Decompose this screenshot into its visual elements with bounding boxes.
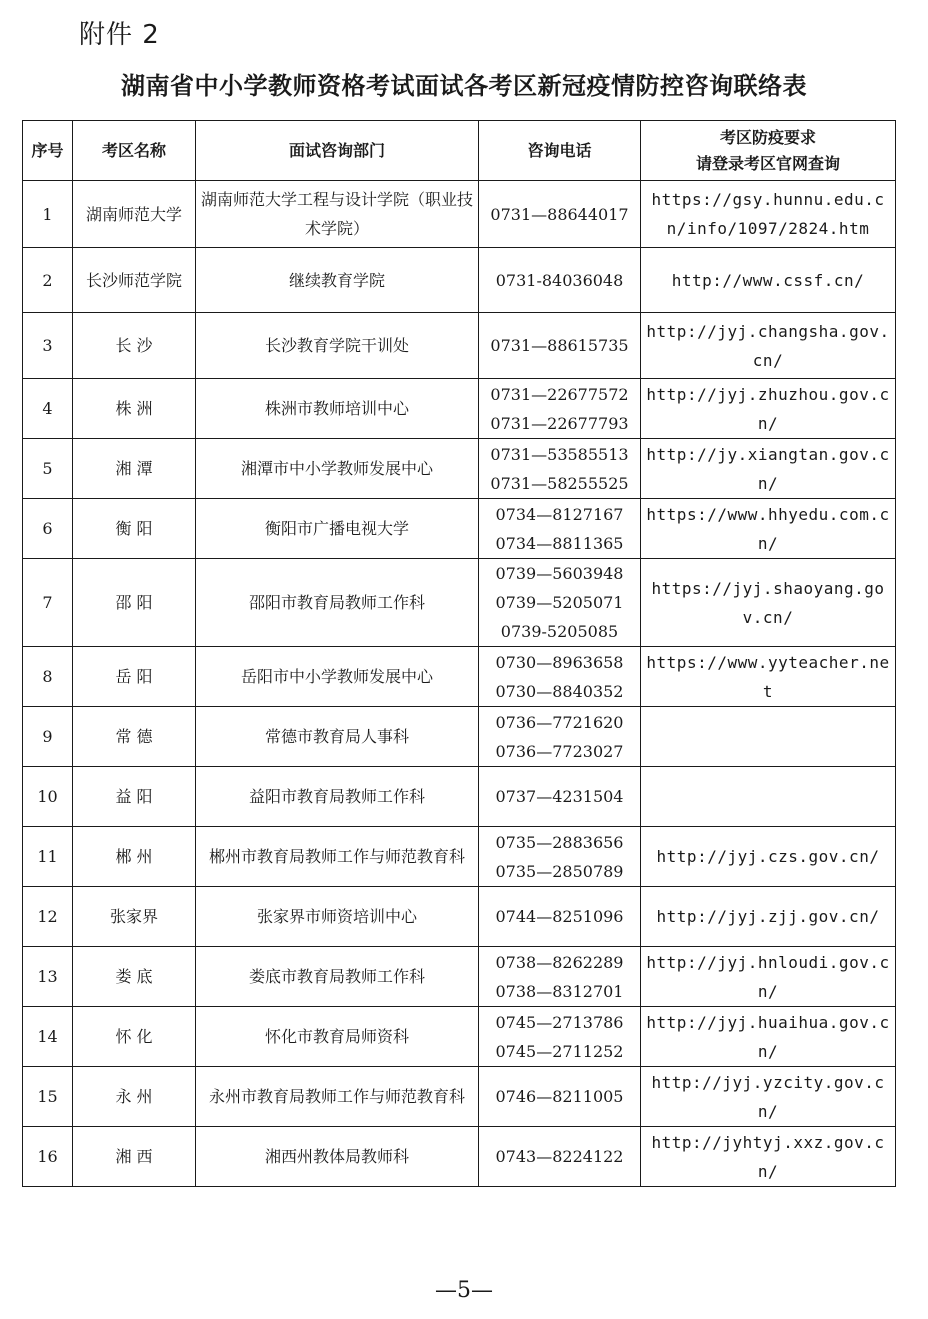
website-link[interactable]: http://jyj.huaihua.gov.cn/ <box>641 1007 896 1067</box>
table-row <box>23 767 896 827</box>
table-row <box>23 313 896 379</box>
row-number: 15 <box>23 1067 73 1127</box>
header-dept: 面试咨询部门 <box>196 121 479 181</box>
phone-number: 0734—8127167 <box>495 504 624 524</box>
phone-cell <box>479 1067 641 1127</box>
phone-number: 0731—22677572 <box>490 384 629 404</box>
area-name: 株 洲 <box>73 379 196 439</box>
contact-table <box>22 120 896 1187</box>
consult-dept: 益阳市教育局教师工作科 <box>196 767 479 827</box>
area-name: 衡 阳 <box>73 499 196 559</box>
phone-number: 0743—8224122 <box>495 1147 624 1166</box>
table-row <box>23 1127 896 1187</box>
row-number: 9 <box>23 707 73 767</box>
consult-dept: 长沙教育学院干训处 <box>196 313 479 379</box>
row-number: 7 <box>23 559 73 647</box>
table-row <box>23 499 896 559</box>
area-name: 湖南师范大学 <box>73 181 196 248</box>
consult-dept: 常德市教育局人事科 <box>196 707 479 767</box>
table-body <box>23 181 896 1187</box>
table-row <box>23 647 896 707</box>
area-name: 邵 阳 <box>73 559 196 647</box>
website-link[interactable]: https://www.yyteacher.net <box>641 647 896 707</box>
phone-cell <box>479 181 641 248</box>
phone-number: 0745—2713786 <box>495 1012 624 1032</box>
table-row <box>23 707 896 767</box>
area-name: 怀 化 <box>73 1007 196 1067</box>
consult-dept: 株洲市教师培训中心 <box>196 379 479 439</box>
row-number: 12 <box>23 887 73 947</box>
phone-cell <box>479 379 641 439</box>
table-row <box>23 248 896 313</box>
phone-number: 0736—7721620 <box>495 712 624 732</box>
website-link[interactable]: http://jyj.hnloudi.gov.cn/ <box>641 947 896 1007</box>
phone-number: 0731—53585513 <box>490 444 629 464</box>
page-title: 湖南省中小学教师资格考试面试各考区新冠疫情防控咨询联络表 <box>121 72 807 100</box>
phone-number: 0746—8211005 <box>495 1087 624 1106</box>
phone-cell <box>479 1127 641 1187</box>
website-link[interactable]: http://jyj.zjj.gov.cn/ <box>641 887 896 947</box>
table-row <box>23 181 896 248</box>
phone-number: 0735—2883656 <box>495 832 624 852</box>
website-link[interactable]: http://jyj.changsha.gov.cn/ <box>641 313 896 379</box>
phone-number: 0745—2711252 <box>495 1041 624 1061</box>
website-link[interactable]: http://jy.xiangtan.gov.cn/ <box>641 439 896 499</box>
consult-dept: 娄底市教育局教师工作科 <box>196 947 479 1007</box>
phone-cell <box>479 1007 641 1067</box>
phone-cell <box>479 439 641 499</box>
phone-cell <box>479 313 641 379</box>
area-name: 长 沙 <box>73 313 196 379</box>
website-link <box>641 767 896 827</box>
phone-number: 0744—8251096 <box>495 907 624 926</box>
phone-cell <box>479 767 641 827</box>
phone-cell <box>479 707 641 767</box>
area-name: 长沙师范学院 <box>73 248 196 313</box>
header-req-line2: 请登录考区官网查询 <box>695 153 840 173</box>
row-number: 16 <box>23 1127 73 1187</box>
phone-number: 0739—5603948 <box>495 564 624 583</box>
consult-dept: 岳阳市中小学教师发展中心 <box>196 647 479 707</box>
area-name: 娄 底 <box>73 947 196 1007</box>
phone-number: 0738—8312701 <box>495 981 624 1001</box>
table-header-row <box>23 121 896 181</box>
area-name: 常 德 <box>73 707 196 767</box>
phone-number: 0731—58255525 <box>490 473 629 493</box>
phone-cell <box>479 887 641 947</box>
phone-number: 0731-84036048 <box>495 270 624 290</box>
phone-number: 0737—4231504 <box>495 787 624 806</box>
website-link[interactable]: http://jyj.zhuzhou.gov.cn/ <box>641 379 896 439</box>
consult-dept: 湘潭市中小学教师发展中心 <box>196 439 479 499</box>
header-phone: 咨询电话 <box>479 121 641 181</box>
phone-number: 0731—22677793 <box>490 413 629 433</box>
website-link[interactable]: http://www.cssf.cn/ <box>641 248 896 313</box>
phone-cell <box>479 647 641 707</box>
table-row <box>23 379 896 439</box>
website-link <box>641 707 896 767</box>
area-name: 郴 州 <box>73 827 196 887</box>
attachment-label: 附件 2 <box>79 20 160 50</box>
table-row <box>23 439 896 499</box>
website-link[interactable]: http://jyj.yzcity.gov.cn/ <box>641 1067 896 1127</box>
phone-number: 0730—8963658 <box>495 652 624 672</box>
phone-number: 0739-5205085 <box>500 622 619 641</box>
phone-cell <box>479 827 641 887</box>
table-row <box>23 1067 896 1127</box>
consult-dept: 继续教育学院 <box>196 248 479 313</box>
consult-dept: 永州市教育局教师工作与师范教育科 <box>196 1067 479 1127</box>
website-link[interactable]: http://jyj.czs.gov.cn/ <box>641 827 896 887</box>
consult-dept: 邵阳市教育局教师工作科 <box>196 559 479 647</box>
consult-dept: 张家界市师资培训中心 <box>196 887 479 947</box>
website-link[interactable]: http://jyhtyj.xxz.gov.cn/ <box>641 1127 896 1187</box>
header-no: 序号 <box>23 121 73 181</box>
website-link[interactable]: https://gsy.hunnu.edu.cn/info/1097/2824.htm <box>641 181 896 248</box>
phone-number: 0736—7723027 <box>495 741 624 761</box>
consult-dept: 湖南师范大学工程与设计学院（职业技术学院） <box>196 181 479 248</box>
table-row <box>23 1007 896 1067</box>
phone-cell <box>479 499 641 559</box>
area-name: 张家界 <box>73 887 196 947</box>
area-name: 岳 阳 <box>73 647 196 707</box>
phone-cell <box>479 248 641 313</box>
phone-cell <box>479 947 641 1007</box>
row-number: 10 <box>23 767 73 827</box>
consult-dept: 怀化市教育局师资科 <box>196 1007 479 1067</box>
phone-cell <box>479 559 641 647</box>
website-link[interactable]: https://jyj.shaoyang.gov.cn/ <box>641 559 896 647</box>
area-name: 湘 西 <box>73 1127 196 1187</box>
row-number: 11 <box>23 827 73 887</box>
row-number: 5 <box>23 439 73 499</box>
row-number: 2 <box>23 248 73 313</box>
area-name: 永 州 <box>73 1067 196 1127</box>
phone-number: 0730—8840352 <box>495 681 624 701</box>
page-number: —5— <box>435 1278 493 1303</box>
table-row <box>23 947 896 1007</box>
phone-number: 0731—88615735 <box>490 336 629 355</box>
area-name: 益 阳 <box>73 767 196 827</box>
consult-dept: 湘西州教体局教师科 <box>196 1127 479 1187</box>
header-area: 考区名称 <box>73 121 196 181</box>
consult-dept: 衡阳市广播电视大学 <box>196 499 479 559</box>
phone-number: 0739—5205071 <box>495 593 624 612</box>
header-requirements <box>641 121 896 181</box>
row-number: 1 <box>23 181 73 248</box>
row-number: 8 <box>23 647 73 707</box>
consult-dept: 郴州市教育局教师工作与师范教育科 <box>196 827 479 887</box>
phone-number: 0731—88644017 <box>490 204 629 224</box>
phone-number: 0738—8262289 <box>495 952 624 972</box>
table-row <box>23 827 896 887</box>
area-name: 湘 潭 <box>73 439 196 499</box>
row-number: 3 <box>23 313 73 379</box>
row-number: 6 <box>23 499 73 559</box>
table-row <box>23 559 896 647</box>
row-number: 4 <box>23 379 73 439</box>
phone-number: 0734—8811365 <box>495 533 624 553</box>
row-number: 13 <box>23 947 73 1007</box>
header-req-line1: 考区防疫要求 <box>719 127 816 147</box>
table-row <box>23 887 896 947</box>
phone-number: 0735—2850789 <box>495 861 624 881</box>
row-number: 14 <box>23 1007 73 1067</box>
website-link[interactable]: https://www.hhyedu.com.cn/ <box>641 499 896 559</box>
